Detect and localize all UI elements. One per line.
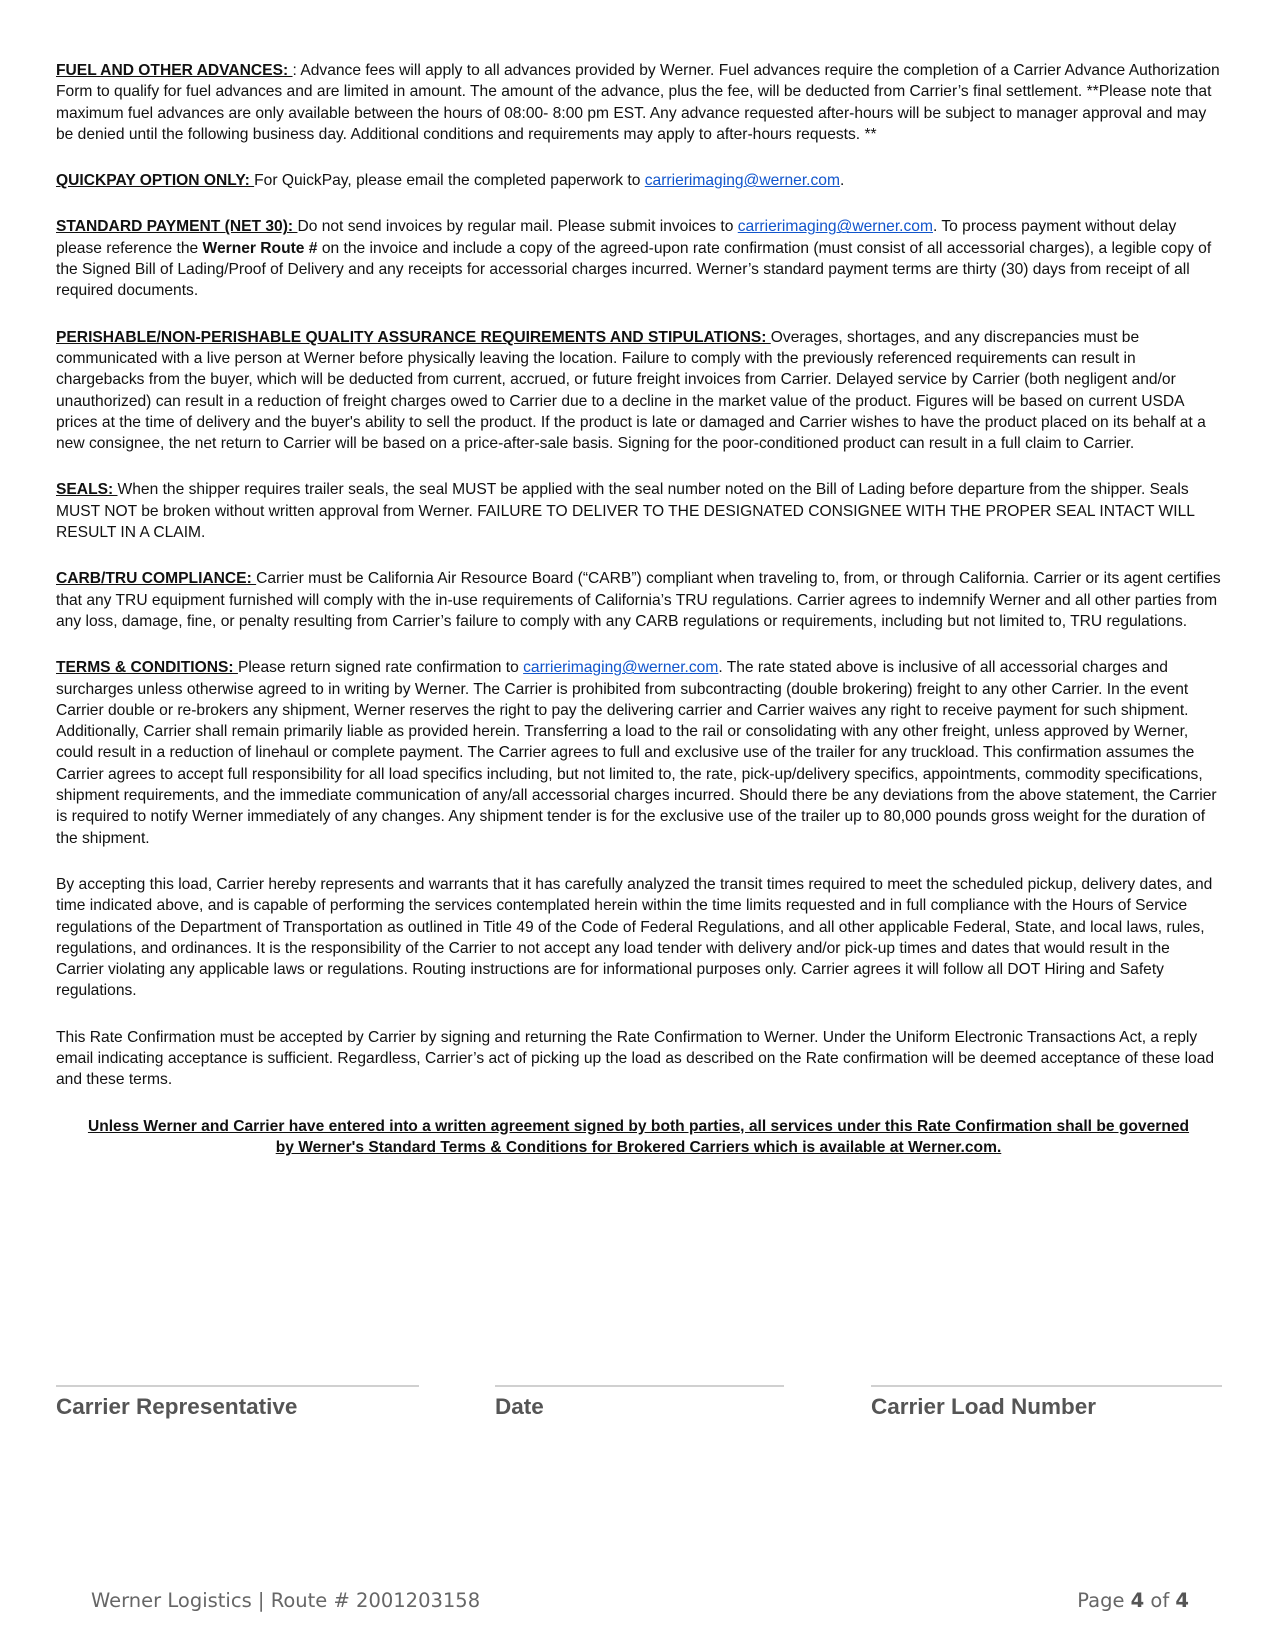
accepting-load-paragraph: By accepting this load, Carrier hereby represents and warrants that it has carefully analyzed the transit times required to meet the scheduled pickup, delivery dates, and time indicated above, and is capable of performing the services contemplated herein within the time limits requested and in full compliance with the Hours of Service regulations of the Department of Transportation as outlined in Title 49 of the Code of Federal Regulations, and all other applicable Federal, State, and local laws, rules, regulations, and ordinances. It is the responsibility of the Carrier to not accept any load tender with delivery and/or pick-up times and dates that would result in the Carrier violating any applicable laws or regulations. Routing instructions are for informational purposes only. Carrier agrees it will follow all DOT Hiring and Safety regulations.: [56, 875, 1213, 1000]
quickpay-paragraph: [56, 170, 1221, 191]
quickpay-text-end: .: [839, 172, 845, 190]
acceptance-paragraph: This Rate Confirmation must be accepted by Carrier by signing and returning the Rate Confirmation to Werner. Under the Uniform Electronic Transactions Act, a reply email indicating acceptance is sufficient. Regardless, Carrier’s act of picking up the load as described on the Rate confirmation will be deemed acceptance of these load and these terms.: [56, 1028, 1215, 1089]
carrier-representative-label: Carrier Representative: [56, 1394, 298, 1419]
seals-heading: SEALS:: [56, 481, 118, 499]
seals-paragraph: [56, 479, 1221, 543]
terms-paragraph: [56, 657, 1221, 849]
carrier-representative-signature-line[interactable]: [56, 1385, 419, 1387]
page-current: 4: [1130, 1589, 1145, 1612]
standard-payment-heading: STANDARD PAYMENT (NET 30):: [56, 218, 298, 236]
terms-email-link[interactable]: carrierimaging@werner.com: [523, 659, 719, 677]
perishable-text: Overages, shortages, and any discrepancies must be communicated with a live person at Werner before physically leaving the location. Failure to comply with the previously referenced requirements can result in chargebacks from the buyer, which will be deducted from current, accrued, or future freight invoices from Carrier. Delayed service by Carrier (both negligent and/or unauthorized) can result in a reduction of freight charges owed to Carrier due to a decline in the market value of the product. Figures will be based on current USDA prices at the time of delivery and the buyer's ability to sell the product. If the product is late or damaged and Carrier wishes to have the product placed on its behalf at a new consignee, the net return to Carrier will be based on a price-after-sale basis. Signing for the poor-conditioned product can result in a full claim to Carrier.: [56, 328, 1206, 453]
fuel-advances-heading: FUEL AND OTHER ADVANCES:: [56, 62, 293, 79]
werner-route-reference: Werner Route #: [202, 239, 318, 257]
seals-text: When the shipper requires trailer seals, the seal MUST be applied with the seal number noted on the Bill of Lading before departure from the shipper. Seals MUST NOT be broken without written approval from Werner. FAILURE TO DELIVER TO THE DESIGNATED CONSIGNEE WITH THE PROPER SEAL INTACT WILL RESULT IN A CLAIM.: [56, 481, 1195, 542]
footer-page-number: [1077, 1589, 1189, 1612]
carrier-load-number-label: Carrier Load Number: [871, 1394, 1097, 1419]
quickpay-text: For QuickPay, please email the completed paperwork to: [254, 172, 645, 190]
standard-payment-email-link[interactable]: carrierimaging@werner.com: [737, 218, 933, 236]
perishable-paragraph: [56, 327, 1221, 455]
governing-terms-notice: Unless Werner and Carrier have entered into a written agreement signed by both parties, all services under this Rate Confirmation shall be governed by Werner's Standard Terms & Conditions for Brokered Carriers which is available at Werner.com.: [87, 1117, 1190, 1156]
fuel-advances-paragraph: [56, 60, 1221, 145]
carb-text: Carrier must be California Air Resource Board (“CARB”) compliant when traveling to, from, or through California. Carrier or its agent certifies that any TRU equipment furnished will comply with the in-use requirements of California’s TRU regulations. Carrier agrees to indemnify Werner and all other parties from any loss, damage, fine, or penalty resulting from Carrier’s failure to comply with any CARB regulations or requirements, including but not limited to, TRU regulations.: [56, 570, 1221, 630]
perishable-heading: PERISHABLE/NON-PERISHABLE QUALITY ASSURANCE REQUIREMENTS AND STIPULATIONS:: [56, 328, 771, 346]
standard-payment-text: Do not send invoices by regular mail. Please submit invoices to: [297, 218, 738, 236]
standard-payment-text-end: on the invoice and include a copy of the agreed-upon rate confirmation (must consist of all accessorial charges), a legible copy of the Signed Bill of Lading/Proof of Delivery and any receipts for accessorial charges incurred. Werner’s standard payment terms are thirty (30) days from receipt of all required documents.: [56, 239, 1212, 300]
standard-payment-paragraph: [56, 216, 1221, 301]
page-of: of: [1144, 1589, 1176, 1612]
terms-text: Please return signed rate confirmation to: [237, 659, 524, 677]
page-prefix: Page: [1077, 1589, 1131, 1612]
terms-text-end: . The rate stated above is inclusive of all accessorial charges and surcharges unless otherwise agreed to in writing by Werner. The Carrier is prohibited from subcontracting (double brokering) freight to any other Carrier. In the event Carrier double or re-brokers any shipment, Werner reserves the right to pay the delivering carrier and Carrier waives any right to receive payment for such shipment. Additionally, Carrier shall remain primarily liable as provided herein. Transferring a load to the rail or consolidating with any other freight, unless approved by Werner, could result in a reduction of linehaul or complete payment. The Carrier agrees to full and exclusive use of the trailer for any truckload. This confirmation assumes the Carrier agrees to accept full responsibility for all load specifics including, but not limited to, the rate, pick-up/delivery specifics, appointments, commodity specifications, shipment requirements, and the immediate communication of any/all accessorial charges incurred. Should there be any deviations from the above statement, the Carrier is required to notify Werner immediately of any changes. Any shipment tender is for the exclusive use of the trailer up to 80,000 pounds gross weight for the duration of the shipment.: [56, 659, 1217, 847]
carb-heading: CARB/TRU COMPLIANCE:: [56, 570, 257, 588]
date-signature-line[interactable]: [495, 1385, 784, 1387]
page-total: 4: [1175, 1589, 1189, 1612]
footer-route-info: Werner Logistics | Route # 2001203158: [91, 1589, 481, 1612]
date-label: Date: [495, 1394, 544, 1419]
terms-content: [56, 60, 1221, 1174]
quickpay-email-link[interactable]: carrierimaging@werner.com: [644, 172, 840, 190]
carb-paragraph: [56, 568, 1221, 632]
quickpay-heading: QUICKPAY OPTION ONLY:: [56, 172, 255, 190]
standard-payment-text-mid: . To process payment without delay please reference the: [56, 218, 1177, 257]
fuel-advances-text: : Advance fees will apply to all advances provided by Werner. Fuel advances require the completion of a Carrier Advance Authorization Form to qualify for fuel advances and are limited in amount. The amount of the advance, plus the fee, will be deducted from Carrier’s final settlement. **Please note that maximum fuel advances are only available between the hours of 08:00- 8:00 pm EST. Any advance requested after-hours will be subject to manager approval and may be denied until the following business day. Additional conditions and requirements may apply to after-hours requests. **: [56, 62, 1220, 143]
carrier-load-number-line[interactable]: [871, 1385, 1222, 1387]
terms-heading: TERMS & CONDITIONS:: [56, 659, 238, 677]
